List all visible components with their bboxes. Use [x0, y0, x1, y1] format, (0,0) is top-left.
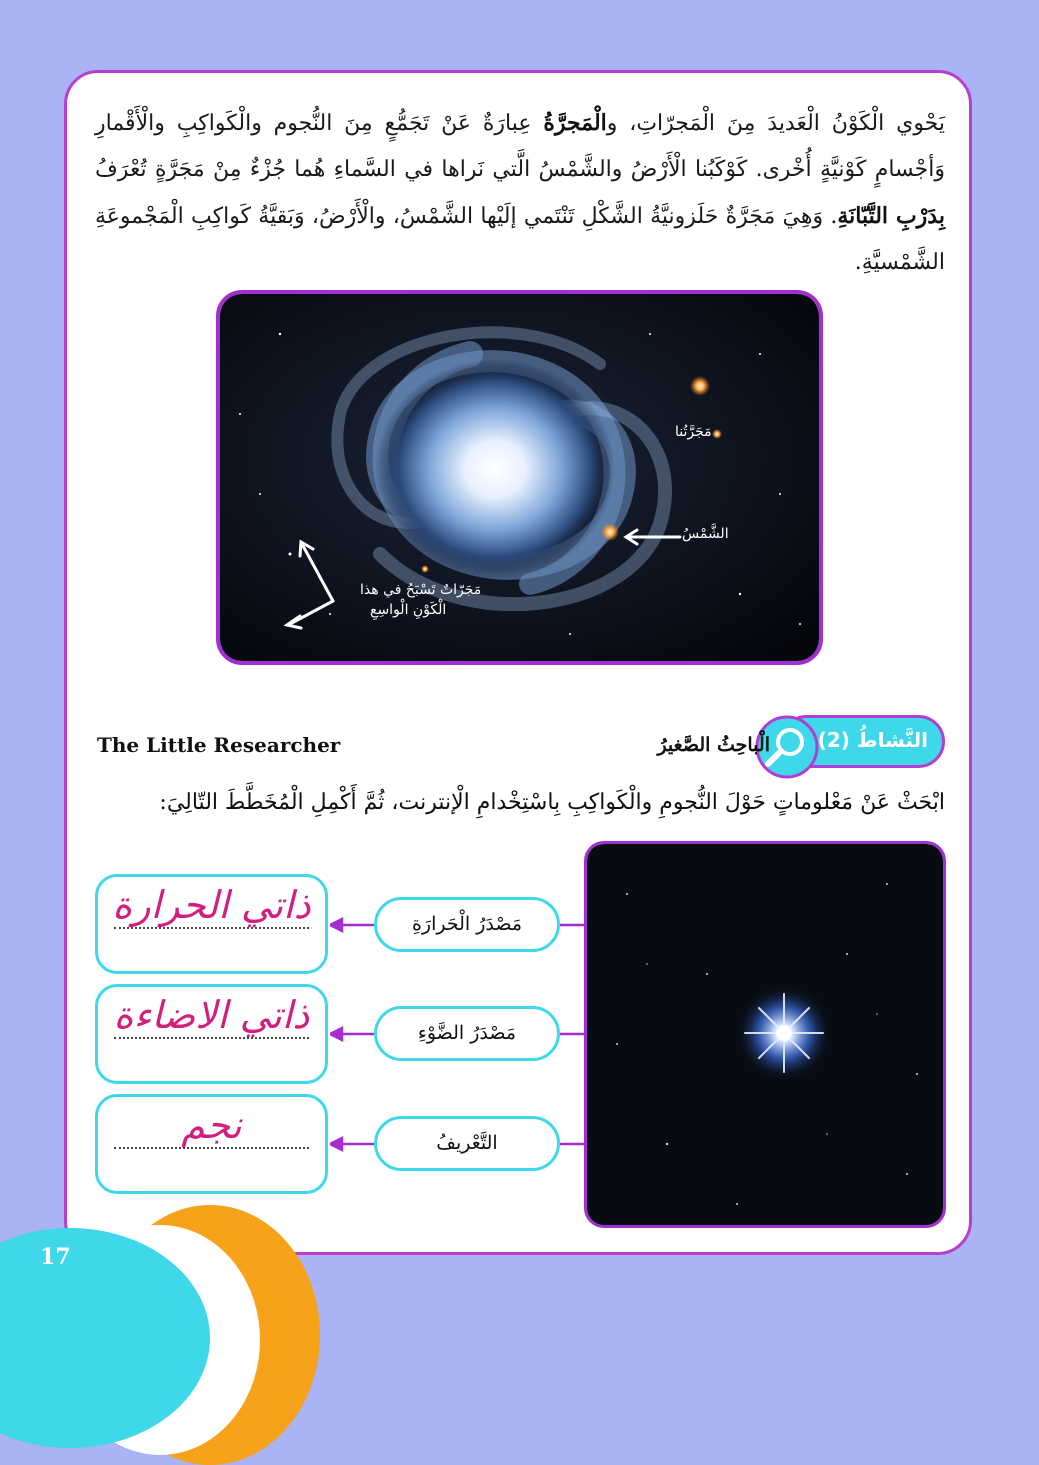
- term-galaxy: الْمَجرَّةُ: [543, 110, 607, 136]
- label-galaxies-line2: الْكَوْنِ الْواسِعِ: [370, 602, 447, 618]
- activity-badge-text: النَّشاطُ (2): [817, 728, 928, 752]
- answer-heat-text: ذاتي الحرارة: [112, 883, 311, 927]
- activity-title-arabic: الْباحِثُ الصَّغيرُ: [657, 734, 770, 756]
- answer-box-definition[interactable]: [95, 1094, 328, 1194]
- term-milky-way: بِدَرْبِ التَّبّانَةِ: [837, 203, 945, 229]
- answer-definition-text: نجم: [181, 1103, 242, 1147]
- label-our-galaxy: مَجَرَّتُنا: [675, 424, 712, 440]
- star-image: [584, 841, 946, 1228]
- label-light-source: مَصْدَرُ الضَّوْءِ: [374, 1006, 560, 1061]
- galaxy-image: [216, 290, 823, 665]
- label-sun: الشَّمْسُ: [682, 526, 729, 542]
- page-number: 17: [40, 1244, 71, 1270]
- dotted-line: [114, 1147, 309, 1149]
- answer-light-text: ذاتي الاضاءة: [113, 993, 310, 1037]
- dotted-line: [114, 927, 309, 929]
- activity-instruction: ابْحَثْ عَنْ مَعْلوماتٍ حَوْلَ النُّجومِ والْكَواكِبِ بِاسْتِخْدامِ الْإنترنت، ثُمَّ أَكْمِلِ الْمُخَطَّطَ التّالِيَ:: [159, 790, 945, 815]
- dotted-line: [114, 1037, 309, 1039]
- answer-box-heat[interactable]: [95, 874, 328, 974]
- label-definition: التَّعْريفُ: [374, 1116, 560, 1171]
- label-galaxies-line1: مَجَرّاتٌ تَسْبَحُ في هذا: [360, 582, 482, 598]
- label-heat-source: مَصْدَرُ الْحَرارَةِ: [374, 897, 560, 952]
- activity-title-english: The Little Researcher: [97, 733, 341, 757]
- answer-box-light[interactable]: [95, 984, 328, 1084]
- intro-paragraph: يَحْوي الْكَوْنُ الْعَديدَ مِنَ الْمَجرّاتِ، والْمَجرَّةُ عِبارَةٌ عَنْ تَجَمُّعٍ مِنَ النُّجوم والْكَواكِبِ والْأَقْمارِ وَأجْسامٍ كَوْنيَّةٍ أُخْرى. كَوْكَبُنا الْأَرْضُ والشَّمْسُ الَّتي نَراها في السَّماءِ هُما جُزْءٌ مِنْ مَجَرَّةٍ تُعْرَفُ بِدَرْبِ التَّبّانَةِ. وَهِيَ مَجَرَّةٌ حَلَزونيَّةُ الشَّكْلِ تَنْتَمي إلَيْها الشَّمْسُ، والْأَرْضُ، وَبَقيَّةُ كَواكِبِ الْمَجْموعَةِ الشَّمْسيَّةِ.: [95, 110, 946, 275]
